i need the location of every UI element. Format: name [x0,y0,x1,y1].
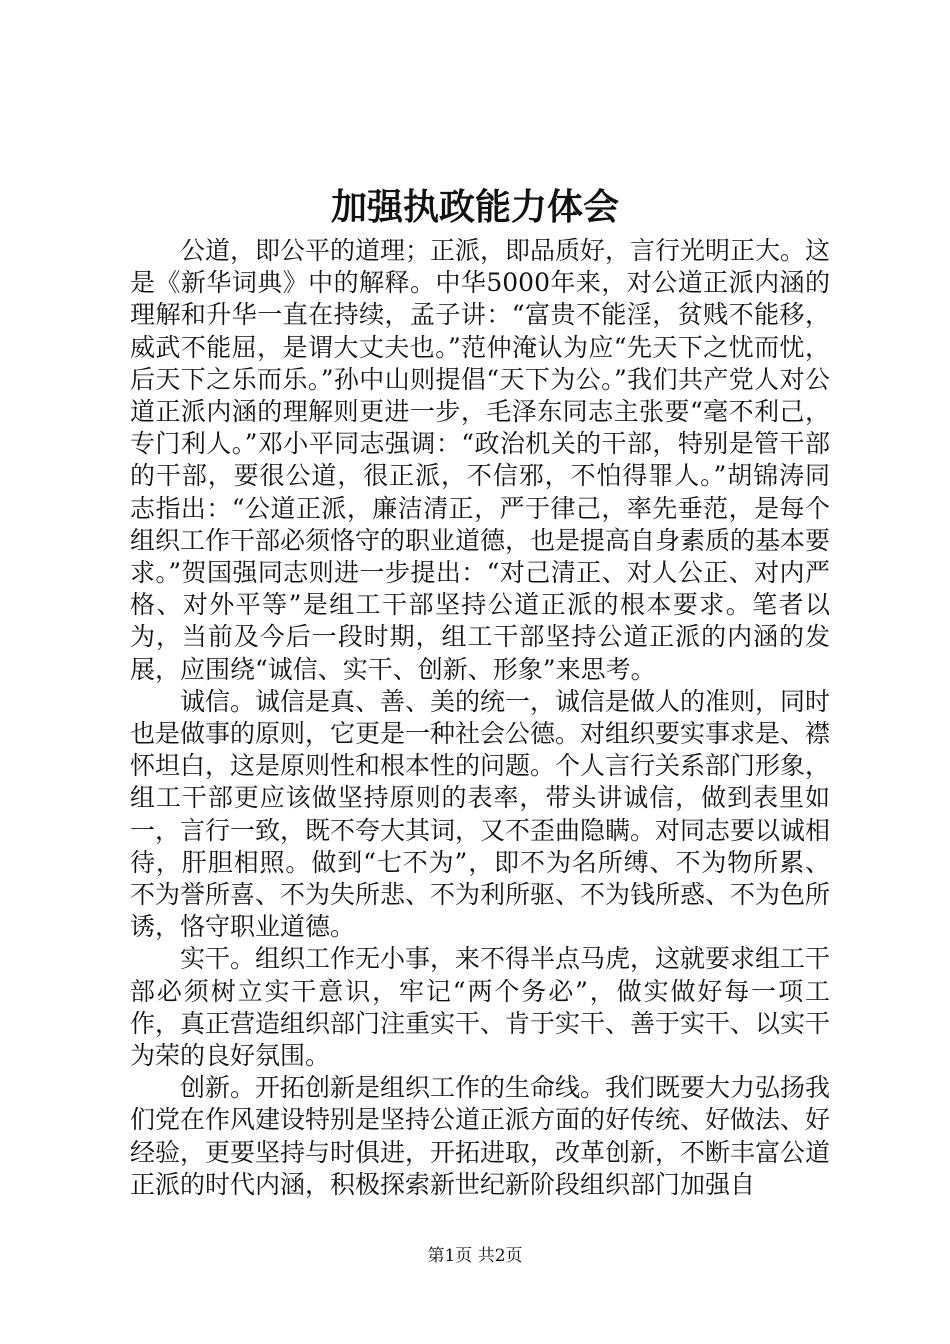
document-body [130,235,830,1201]
paragraph: 创新。开拓创新是组织工作的生命线。我们既要大力弘扬我们党在作风建设特别是坚持公道正派方面的好传统、好做法、好经验，更要坚持与时俱进，开拓进取，改革创新，不断丰富公道正派的时代内涵，积极探索新世纪新阶段组织部门加强自 [130,1073,831,1199]
paragraph: 公道，即公平的道理；正派，即品质好，言行光明正大。这是《新华词典》中的解释。中华5000年来，对公道正派内涵的理解和升华一直在持续，孟子讲：“富贵不能淫，贫贱不能移，威武不能屈，是谓大丈夫也。”范仲淹认为应“先天下之忧而忧，后天下之乐而乐。”孙中山则提倡“天下为公。”我们共产党人对公道正派内涵的理解则更进一步，毛泽东同志主张要“毫不利己，专门利人。”邓小平同志强调：“政治机关的干部，特别是管干部的干部，要很公道，很正派，不信邪，不怕得罪人。”胡锦涛同志指出：“公道正派，廉洁清正，严于律己，率先垂范，是每个组织工作干部必须恪守的职业道德，也是提高自身素质的基本要求。”贺国强同志则进一步提出：“对己清正、对人公正、对内严格、对外平等”是组工干部坚持公道正派的根本要求。笔者以为，当前及今后一段时期，组工干部坚持公道正派的内涵的发展，应围绕“诚信、实干、创新、形象”来思考。 [130,236,831,684]
paragraph: 实干。组织工作无小事，来不得半点马虎，这就要求组工干部必须树立实干意识，牢记“两个务必”，做实做好每一项工作，真正营造组织部门注重实干、肯于实干、善于实干、以实干为荣的良好氛围。 [130,944,831,1071]
document-title: 加强执政能力体会 [330,186,619,228]
paragraph: 诚信。诚信是真、善、美的统一，诚信是做人的准则，同时也是做事的原则，它更是一种社会公德。对组织要实事求是、襟怀坦白，这是原则性和根本性的问题。个人言行关系部门形象，组工干部更应该做坚持原则的表率，带头讲诚信，做到表里如一，言行一致，既不夸大其词，又不歪曲隐瞒。对同志要以诚相待，肝胆相照。做到“七不为”，即不为名所缚、不为物所累、不为誉所喜、不为失所悲、不为利所驱、不为钱所惑、不为色所诱，恪守职业道德。 [130,686,831,942]
page-footer: 第1页 共2页 [427,1246,523,1266]
